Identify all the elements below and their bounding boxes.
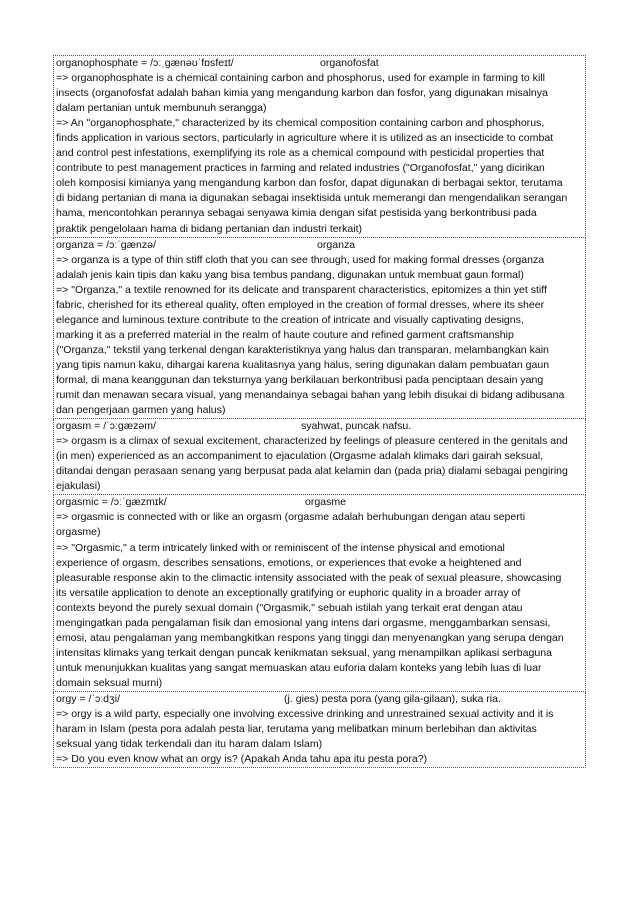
definition-line: ejakulasi) bbox=[56, 480, 101, 493]
definition-line: pleasurable response akin to the climactic intensity associated with the peak of sexual pleasure, showcasing bbox=[56, 571, 562, 584]
entry-organophosphate bbox=[53, 55, 586, 238]
definition-line: haram in Islam (pesta pora adalah pesta liar, terutama yang melibatkan minum berlebihan dan aktivitas bbox=[56, 723, 537, 736]
definition-line: dalam pertanian untuk membunuh serangga) bbox=[56, 102, 267, 115]
definition-line: domain seksual murni) bbox=[56, 676, 163, 689]
definition-line: orgasme) bbox=[56, 526, 101, 539]
definition-line: intensitas klimaks yang terkait dengan puncak kenikmatan seksual, yang menampilkan aplikasi serbaguna bbox=[56, 646, 552, 659]
definition-line: contexts beyond the purely sexual domain ("Orgasmik," sebuah istilah yang terkait erat dengan atau bbox=[56, 601, 523, 614]
translation: orgasme bbox=[305, 496, 347, 509]
definition-line: contribute to pest management practices in farming and related industries ("Organofosfat," yang dicirikan bbox=[56, 162, 545, 175]
definition-line: => organophosphate is a chemical containing carbon and phosphorus, used for example in farming to kill bbox=[56, 72, 545, 85]
definition-line: => An "organophosphate," characterized by its chemical composition containing carbon and phosphorus, bbox=[56, 117, 545, 130]
entry-header bbox=[56, 495, 584, 510]
definition-line: fabric, cherished for its ethereal quality, often employed in the creation of formal dresses, where its sheer bbox=[56, 298, 545, 311]
definition-line: => Do you even know what an orgy is? (Apakah Anda tahu apa itu pesta pora?) bbox=[56, 753, 428, 766]
definition-line: => orgasmic is connected with or like an orgasm (orgasme adalah berhubungan dengan atau seperti bbox=[56, 511, 526, 524]
translation: (j. gies) pesta pora (yang gila-gilaan), suka ria. bbox=[284, 692, 501, 705]
definition-line: marking it as a preferred material in the realm of haute couture and refined garment craftsmanship bbox=[56, 328, 514, 341]
definition-line: seksual yang tidak terkendali dan itu haram dalam Islam) bbox=[56, 738, 323, 751]
entry-orgasm bbox=[53, 419, 586, 495]
headword: organza = /ɔːˈɡænzə/ bbox=[56, 238, 156, 251]
headword: orgasm = /ˈɔːɡæzəm/ bbox=[56, 420, 156, 433]
definition-line: hama, mencontohkan perannya sebagai senyawa kimia dengan sifat pestisida yang berkontribusi pada bbox=[56, 207, 537, 220]
definition-line: elegance and luminous texture contribute to the creation of intricate and visually captivating designs, bbox=[56, 313, 524, 326]
entry-header bbox=[56, 238, 584, 253]
definition-line: experience of orgasm, describes sensations, emotions, or experiences that evoke a heightened and bbox=[56, 556, 522, 569]
headword: orgy = /ˈɔːdʒi/ bbox=[56, 692, 121, 705]
definition-line: di bidang pertanian di mana ia digunakan sebagai insektisida untuk memerangi dan mengendalikan serangan bbox=[56, 192, 568, 205]
document-page bbox=[53, 55, 586, 768]
definition-line: yang tipis namun kaku, dihargai karena kualitasnya yang halus, sering digunakan dalam pembuatan gaun bbox=[56, 358, 550, 371]
definition-line: formal, di mana keanggunan dan teksturnya yang berkilauan berkontribusi pada penciptaan desain yang bbox=[56, 373, 544, 386]
entry-orgy bbox=[53, 692, 586, 768]
translation: organofosfat bbox=[320, 57, 379, 69]
entry-header bbox=[56, 692, 584, 707]
entry-header bbox=[56, 419, 584, 434]
headword: orgasmic = /ɔːˈɡæzmɪk/ bbox=[56, 496, 167, 509]
definition-line: its versatile application to denote an exceptionally gratifying or euphoric quality in a broader array of bbox=[56, 586, 521, 599]
headword: organophosphate = /ɔːˌɡænəʊˈfɒsfeɪt/ bbox=[56, 57, 234, 69]
definition-line: => orgy is a wild party, especially one involving excessive drinking and unrestrained sexual activity and it is bbox=[56, 708, 554, 721]
translation: syahwat, puncak nafsu. bbox=[301, 420, 412, 433]
definition-line: ("Organza," tekstil yang terkenal dengan karakteristiknya yang halus dan transparan, melambangkan kain bbox=[56, 343, 549, 356]
definition-line: and control pest infestations, exemplifying its role as a chemical compound with pesticidal properties that bbox=[56, 147, 545, 160]
definition-line: => organza is a type of thin stiff cloth that you can see through, used for making formal dresses (organza bbox=[56, 253, 545, 266]
definition-line: finds application in various sectors, particularly in agriculture where it is utilized as an insecticide to combat bbox=[56, 132, 554, 145]
definition-line: praktik pengelolaan hama di bidang pertanian dan industri terkait) bbox=[56, 222, 363, 235]
definition-line: => orgasm is a climax of sexual excitement, characterized by feelings of pleasure centered in the genitals and bbox=[56, 435, 568, 448]
definition-line: untuk menunjukkan kualitas yang sangat memuaskan atau euforia dalam konteks yang lebih luas di luar bbox=[56, 661, 542, 674]
definition-line: dan pengerjaan garmen yang halus) bbox=[56, 404, 226, 417]
definition-line: => "Organza," a textile renowned for its delicate and transparent characteristics, epitomizes a thin yet stiff bbox=[56, 283, 547, 296]
definition-line: adalah jenis kain tipis dan kaku yang bisa tembus pandang, digunakan untuk membuat gaun formal) bbox=[56, 268, 524, 281]
entry-orgasmic bbox=[53, 495, 586, 692]
translation: organza bbox=[317, 238, 356, 251]
entry-header bbox=[56, 56, 584, 71]
definition-line: => "Orgasmic," a term intricately linked with or reminiscent of the intense physical and emotional bbox=[56, 541, 505, 554]
entry-organza bbox=[53, 238, 586, 420]
definition-line: oleh komposisi kimianya yang mengandung karbon dan fosfor, dapat digunakan di berbagai sektor, terutama bbox=[56, 177, 563, 190]
definition-line: emosi, atau pengalaman yang membangkitkan respons yang tinggi dan menyenangkan yang serupa dengan bbox=[56, 631, 564, 644]
definition-line: insects (organofosfat adalah bahan kimia yang mengandung karbon dan fosfor, yang digunakan misalnya bbox=[56, 87, 548, 100]
definition-line: mengingatkan pada pengalaman fisik dan emosional yang intens dari orgasme, menggambarkan sensasi, bbox=[56, 616, 551, 629]
definition-line: ditandai dengan perasaan senang yang berpusat pada alat kelamin dan (pada pria) dialami sebagai pengiring bbox=[56, 465, 568, 478]
definition-line: (in men) experienced as an accompaniment to ejaculation (Orgasme adalah klimaks dari gairah seksual, bbox=[56, 450, 544, 463]
definition-line: rumit dan menawan secara visual, yang menandainya sebagai bahan yang lebih disukai di bidang adibusana bbox=[56, 389, 565, 402]
